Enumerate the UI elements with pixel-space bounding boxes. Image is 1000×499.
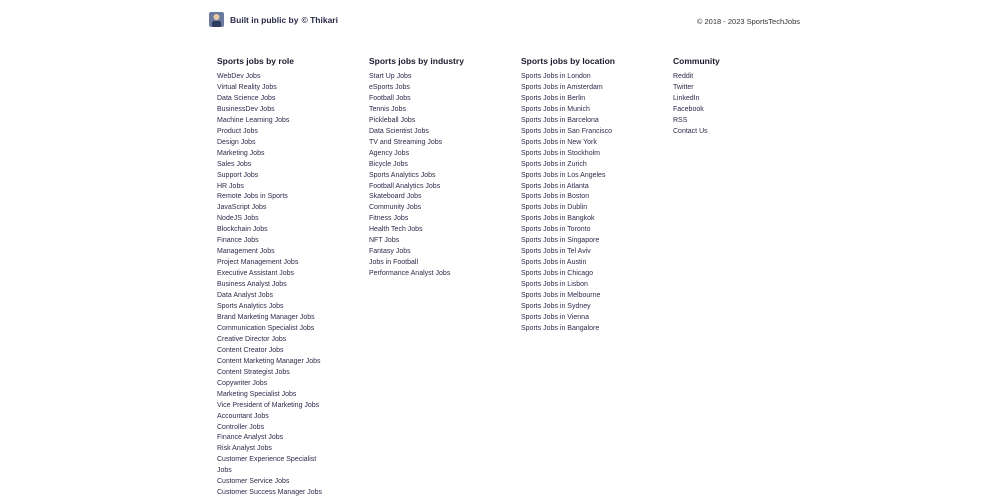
footer-link[interactable]: Sports Jobs in Austin — [521, 259, 587, 267]
footer-link[interactable]: Virtual Reality Jobs — [217, 83, 277, 91]
community-list — [673, 72, 823, 138]
footer-link[interactable]: Business Analyst Jobs — [217, 281, 287, 289]
footer-link[interactable]: Management Jobs — [217, 248, 275, 256]
footer-link[interactable]: Sports Jobs in Los Angeles — [521, 171, 606, 179]
footer-link[interactable]: Support Jobs — [217, 171, 259, 179]
author-link[interactable]: © Thikari — [301, 14, 338, 25]
footer-link[interactable]: Brand Marketing Manager Jobs — [217, 313, 315, 321]
footer-link[interactable]: Sports Jobs in Berlin — [521, 94, 586, 102]
footer-link[interactable]: Controller Jobs — [217, 423, 265, 431]
footer-link[interactable]: Sales Jobs — [217, 160, 252, 168]
footer-link[interactable]: Vice President of Marketing Jobs — [217, 401, 320, 409]
footer-link[interactable]: Customer Experience Specialist — [217, 456, 317, 464]
footer-link[interactable]: Skateboard Jobs — [369, 193, 422, 201]
built-in-public-label: Built in public by — [230, 14, 299, 25]
footer-link[interactable]: Sports Jobs in Atlanta — [521, 182, 589, 190]
column-title: Sports jobs by role — [217, 56, 294, 66]
footer-link[interactable]: HR Jobs — [217, 182, 244, 190]
footer-link[interactable]: NFT Jobs — [369, 237, 400, 245]
footer-link[interactable]: Pickleball Jobs — [369, 116, 416, 124]
footer-link[interactable]: Start Up Jobs — [369, 73, 412, 80]
footer-link[interactable]: Sports Jobs in Vienna — [521, 313, 589, 321]
footer-link[interactable]: Blockchain Jobs — [217, 226, 268, 234]
footer-link[interactable]: Sports Jobs in Lisbon — [521, 281, 588, 289]
footer-link[interactable]: Sports Jobs in Barcelona — [521, 116, 599, 124]
footer-link[interactable]: Sports Jobs in Boston — [521, 193, 590, 201]
footer-link[interactable]: Fantasy Jobs — [369, 248, 411, 256]
column-community — [673, 56, 823, 138]
footer-link[interactable]: Contact Us — [673, 127, 708, 135]
footer-link[interactable]: Data Science Jobs — [217, 94, 276, 102]
footer-link[interactable]: RSS — [673, 116, 688, 124]
footer-link[interactable]: Health Tech Jobs — [369, 226, 423, 234]
column-title: Community — [673, 56, 720, 66]
footer-link[interactable]: Reddit — [673, 73, 694, 80]
footer-link[interactable]: Copywriter Jobs — [217, 379, 268, 387]
footer-link[interactable]: LinkedIn — [673, 94, 700, 102]
footer-link[interactable]: Communication Specialist Jobs — [217, 324, 315, 332]
footer-link[interactable]: Football Analytics Jobs — [369, 182, 441, 190]
footer-link[interactable]: TV and Streaming Jobs — [369, 138, 443, 146]
footer-link[interactable]: Sports Jobs in Singapore — [521, 237, 600, 245]
column-by-role — [217, 56, 367, 499]
footer-link[interactable]: Content Creator Jobs — [217, 346, 284, 354]
footer-link[interactable]: Accountant Jobs — [217, 412, 269, 420]
footer-link[interactable]: eSports Jobs — [369, 83, 410, 91]
footer-link[interactable]: Project Management Jobs — [217, 259, 299, 267]
location-list — [521, 72, 671, 335]
footer-link[interactable]: Sports Jobs in New York — [521, 138, 597, 146]
footer-link[interactable]: Performance Analyst Jobs — [369, 270, 451, 278]
footer-link[interactable]: Jobs — [217, 467, 232, 475]
footer-link[interactable]: Tennis Jobs — [369, 105, 406, 113]
footer-link[interactable]: WebDev Jobs — [217, 73, 261, 80]
footer-link[interactable]: Data Analyst Jobs — [217, 292, 274, 300]
column-by-location — [521, 56, 671, 335]
footer-link[interactable]: Risk Analyst Jobs — [217, 445, 272, 453]
footer-link[interactable]: Fitness Jobs — [369, 215, 409, 223]
footer-link[interactable]: Sports Jobs in Dublin — [521, 204, 588, 212]
footer-link[interactable]: BusinessDev Jobs — [217, 105, 275, 113]
role-list — [217, 72, 367, 499]
footer-link[interactable]: Sports Jobs in Tel Aviv — [521, 248, 591, 256]
footer-link[interactable]: Sports Jobs in Amsterdam — [521, 83, 603, 91]
footer-link[interactable]: Twitter — [673, 83, 694, 91]
footer-link[interactable]: Sports Jobs in Zurich — [521, 160, 587, 168]
footer-link[interactable]: Content Marketing Manager Jobs — [217, 357, 321, 365]
avatar-icon — [209, 12, 224, 27]
column-title: Sports jobs by location — [521, 56, 615, 66]
footer-link[interactable]: Sports Analytics Jobs — [217, 303, 284, 311]
footer-link[interactable]: Sports Jobs in Stockholm — [521, 149, 600, 157]
footer-link[interactable]: Marketing Specialist Jobs — [217, 390, 297, 398]
footer-link[interactable]: Agency Jobs — [369, 149, 410, 157]
column-title: Sports jobs by industry — [369, 56, 464, 66]
footer-link[interactable]: Bicycle Jobs — [369, 160, 408, 168]
brand[interactable] — [209, 12, 338, 27]
footer-link[interactable]: Remote Jobs in Sports — [217, 193, 288, 201]
footer-link[interactable]: NodeJS Jobs — [217, 215, 259, 223]
footer-link[interactable]: Facebook — [673, 105, 704, 113]
footer-link[interactable]: Customer Success Manager Jobs — [217, 489, 323, 497]
footer-link[interactable]: Product Jobs — [217, 127, 258, 135]
footer-link[interactable]: Community Jobs — [369, 204, 422, 212]
footer-link[interactable]: Sports Jobs in Bangkok — [521, 215, 595, 223]
footer-link[interactable]: Executive Assistant Jobs — [217, 270, 295, 278]
footer-link[interactable]: Jobs in Football — [369, 259, 419, 267]
footer-link[interactable]: Sports Jobs in San Francisco — [521, 127, 613, 135]
footer-link[interactable]: Marketing Jobs — [217, 149, 265, 157]
footer-link[interactable]: Data Scientist Jobs — [369, 127, 429, 135]
footer-link[interactable]: Sports Jobs in London — [521, 73, 591, 80]
footer-link[interactable]: Sports Jobs in Chicago — [521, 270, 593, 278]
footer-link[interactable]: Finance Analyst Jobs — [217, 434, 284, 442]
footer-link[interactable]: Sports Jobs in Bangalore — [521, 324, 600, 332]
footer-link[interactable]: Sports Jobs in Sydney — [521, 303, 591, 311]
footer-link[interactable]: Sports Jobs in Munich — [521, 105, 590, 113]
copyright: © 2018 - 2023 SportsTechJobs — [696, 17, 800, 26]
footer-link[interactable]: Sports Jobs in Toronto — [521, 226, 591, 234]
footer-link[interactable]: JavaScript Jobs — [217, 204, 267, 212]
footer-link[interactable]: Football Jobs — [369, 94, 411, 102]
footer-link[interactable]: Design Jobs — [217, 138, 256, 146]
footer-link[interactable]: Content Strategist Jobs — [217, 368, 290, 376]
footer-link[interactable]: Sports Analytics Jobs — [369, 171, 436, 179]
footer-link[interactable]: Creative Director Jobs — [217, 335, 287, 343]
column-by-industry — [369, 56, 519, 280]
footer-link[interactable]: Sports Jobs in Melbourne — [521, 292, 601, 300]
footer-link[interactable]: Customer Service Jobs — [217, 478, 290, 486]
footer-link[interactable]: Finance Jobs — [217, 237, 259, 245]
top-bar — [0, 0, 1000, 44]
footer-link[interactable]: Machine Learning Jobs — [217, 116, 290, 124]
industry-list — [369, 72, 519, 280]
